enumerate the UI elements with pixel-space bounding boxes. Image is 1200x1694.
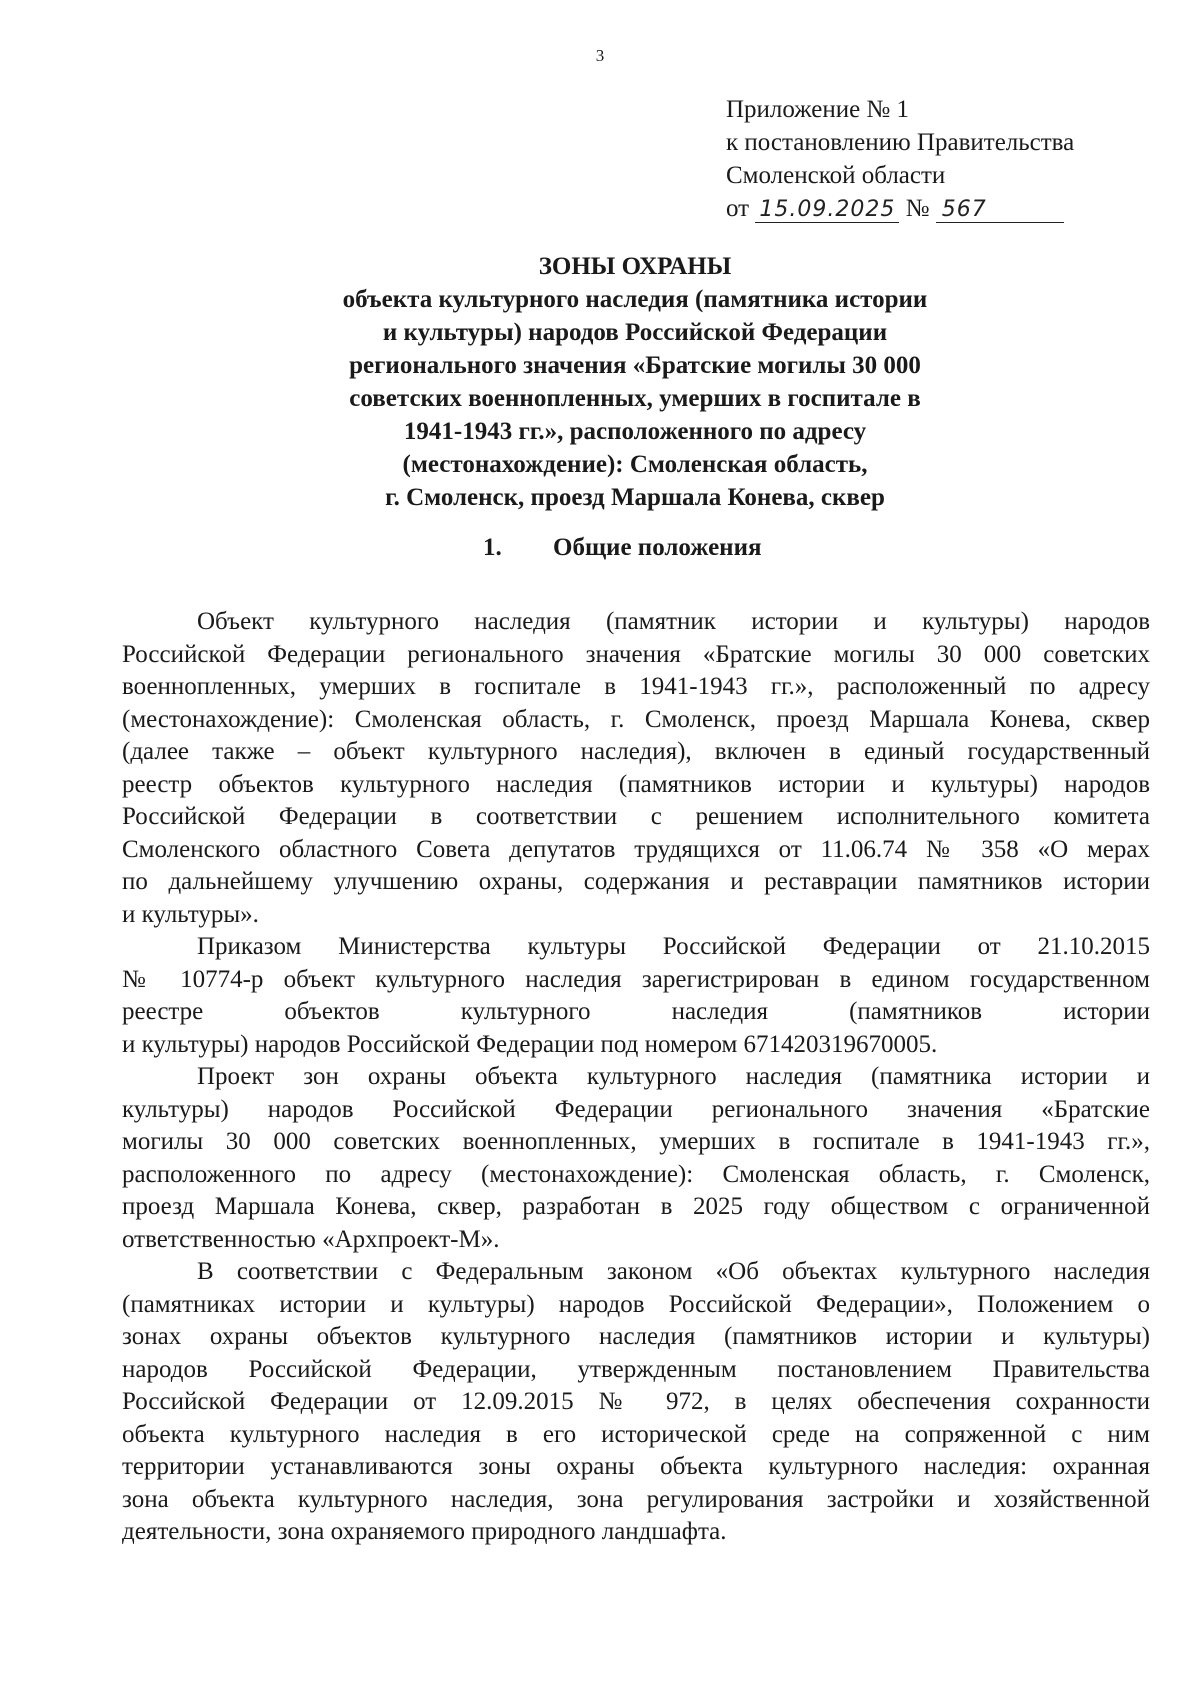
number-prefix: № xyxy=(905,195,930,222)
appendix-date-line xyxy=(726,192,1074,225)
text-line: военнопленных, умерших в госпитале в 1941-1943 гг.», расположенный по адресу xyxy=(122,673,1150,700)
text-line: территории устанавливаются зоны охраны объекта культурного наследия: охранная xyxy=(122,1453,1150,1480)
section-number: 1. xyxy=(483,534,502,561)
text-line: Объект культурного наследия (памятник истории и культуры) народов xyxy=(197,608,1150,635)
document-body xyxy=(122,606,1150,1549)
title-line: регионального значения «Братские могилы 30 000 xyxy=(349,352,921,379)
text-line: (далее также – объект культурного наследия), включен в единый государственный xyxy=(122,738,1150,765)
title-line: советских военнопленных, умерших в госпитале в xyxy=(349,385,921,412)
text-line: (местонахождение): Смоленская область, г. Смоленск, проезд Маршала Конева, сквер xyxy=(122,705,1150,733)
text-line: зонах охраны объектов культурного наследия (памятников истории и культуры) xyxy=(122,1323,1150,1350)
title-line: объекта культурного наследия (памятника истории xyxy=(342,286,928,313)
handwritten-date: 15.09.2025 xyxy=(755,198,899,223)
text-line: и культуры». xyxy=(122,900,259,928)
text-line: зона объекта культурного наследия, зона регулирования застройки и хозяйственной xyxy=(122,1485,1150,1513)
date-prefix: от xyxy=(726,195,750,222)
text-line: В соответствии с Федеральным законом «Об объектах культурного наследия xyxy=(197,1258,1150,1285)
title-line: 1941-1943 гг.», расположенного по адресу xyxy=(403,418,867,445)
paragraph-2 xyxy=(122,931,1150,1061)
page-number: 3 xyxy=(595,46,605,65)
paragraph-1 xyxy=(122,606,1150,931)
text-line: расположенного по адресу (местонахождение): Смоленская область, г. Смоленск, xyxy=(122,1160,1150,1188)
paragraph-4 xyxy=(122,1256,1150,1549)
text-line: народов Российской Федерации, утвержденным постановлением Правительства xyxy=(122,1355,1150,1383)
text-line: Приказом Министерства культуры Российской Федерации от 21.10.2015 xyxy=(197,933,1150,960)
text-line: культуры) народов Российской Федерации регионального значения «Братские xyxy=(122,1095,1150,1123)
text-line: и культуры) народов Российской Федерации под номером 671420319670005. xyxy=(122,1030,938,1058)
text-line: № 10774-р объект культурного наследия зарегистрирован в едином государственном xyxy=(122,965,1150,993)
title-line: и культуры) народов Российской Федерации xyxy=(382,319,888,346)
appendix-subtitle: к постановлению Правительства xyxy=(726,129,1075,156)
text-line: Смоленского областного Совета депутатов трудящихся от 11.06.74 № 358 «О мерах xyxy=(122,835,1150,863)
text-line: объекта культурного наследия в его исторической среде на сопряженной с ним xyxy=(122,1420,1150,1448)
text-line: могилы 30 000 советских военнопленных, умерших в госпитале в 1941-1943 гг.», xyxy=(122,1128,1150,1155)
text-line: проезд Маршала Конева, сквер, разработан в 2025 году обществом с ограниченной xyxy=(122,1193,1150,1220)
text-line: (памятниках истории и культуры) народов Российской Федерации», Положением о xyxy=(122,1290,1150,1318)
text-line: Российской Федерации в соответствии с решением исполнительного комитета xyxy=(122,803,1150,830)
title-line: г. Смоленск, проезд Маршала Конева, сквер xyxy=(385,484,885,511)
document-title xyxy=(200,250,1070,514)
section-title: Общие положения xyxy=(553,534,762,561)
text-line: по дальнейшему улучшению охраны, содержания и реставрации памятников истории xyxy=(122,868,1150,895)
appendix-block xyxy=(726,93,1074,225)
text-line: Российской Федерации регионального значения «Братские могилы 30 000 советских xyxy=(122,640,1150,668)
text-line: Российской Федерации от 12.09.2015 № 972, в целях обеспечения сохранности xyxy=(122,1388,1150,1415)
appendix-region: Смоленской области xyxy=(726,162,946,189)
appendix-title: Приложение № 1 xyxy=(726,96,910,123)
title-line: (местонахождение): Смоленская область, xyxy=(402,451,868,478)
text-line: Проект зон охраны объекта культурного наследия (памятника истории и xyxy=(197,1063,1150,1090)
text-line: деятельности, зона охраняемого природного ландшафта. xyxy=(122,1518,727,1545)
text-line: реестр объектов культурного наследия (памятников истории и культуры) народов xyxy=(122,770,1150,798)
paragraph-3 xyxy=(122,1061,1150,1256)
title-main: ЗОНЫ ОХРАНЫ xyxy=(538,253,732,280)
text-line: реестре объектов культурного наследия (памятников истории xyxy=(122,998,1150,1025)
text-line: ответственностью «Архпроект-М». xyxy=(122,1225,500,1253)
handwritten-number: 567 xyxy=(936,198,1064,223)
